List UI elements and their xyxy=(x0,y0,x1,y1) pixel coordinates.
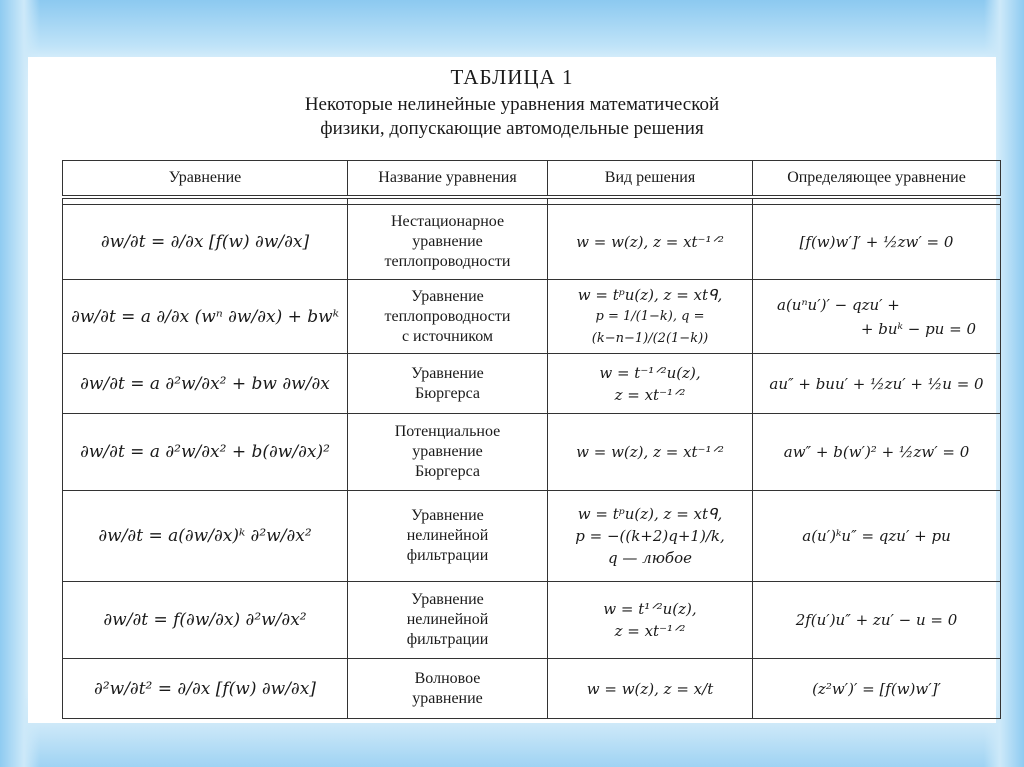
header-name: Название уравнения xyxy=(348,161,548,198)
name-cell xyxy=(348,280,548,354)
solution-line: w = w(z), z = xt⁻¹ᐟ² xyxy=(576,233,724,251)
table-row xyxy=(63,205,1001,280)
defining-line: aw″ + b(w′)² + ½zw′ = 0 xyxy=(783,443,970,461)
solution-line: w = tᵖu(z), z = xtᑫ, xyxy=(577,505,723,523)
solution-line: q — любое xyxy=(608,549,692,567)
defining-line: (z²w′)′ = [f(w)w′]′ xyxy=(812,679,941,698)
table-subtitle xyxy=(28,93,996,141)
table-row xyxy=(63,280,1001,354)
name-line: Потенциальное xyxy=(394,423,501,440)
name-line: уравнение xyxy=(412,233,483,250)
equations-table xyxy=(62,160,1001,719)
table-row xyxy=(63,659,1001,719)
equation-cell: ∂w/∂t = a ∂²w/∂x² + bw ∂w/∂x xyxy=(63,354,348,414)
slide xyxy=(28,57,996,723)
defining-line: au″ + buu′ + ½zu′ + ½u = 0 xyxy=(769,374,984,393)
equation-cell: ∂w/∂t = a ∂²w/∂x² + b(∂w/∂x)² xyxy=(63,414,348,491)
name-line: Бюргерса xyxy=(415,463,480,480)
equation-cell: ∂w/∂t = ∂/∂x [f(w) ∂w/∂x] xyxy=(63,205,348,280)
table-row xyxy=(63,354,1001,414)
table-subtitle-line2: физики, допускающие автомодельные решения xyxy=(320,118,704,139)
solution-line: w = tᵖu(z), z = xtᑫ, xyxy=(577,285,723,304)
name-line: теплопроводности xyxy=(384,307,511,325)
name-line: Уравнение xyxy=(411,507,484,524)
name-line: с источником xyxy=(401,327,494,345)
name-line: уравнение xyxy=(412,689,483,707)
header-solution: Вид решения xyxy=(548,161,753,198)
name-cell xyxy=(348,205,548,280)
defining-cell xyxy=(753,205,1001,280)
solution-line: w = w(z), z = xt⁻¹ᐟ² xyxy=(576,443,724,461)
name-line: теплопроводности xyxy=(384,253,511,270)
name-cell xyxy=(348,582,548,659)
solution-line: z = xt⁻¹ᐟ² xyxy=(614,622,686,640)
defining-cell xyxy=(753,414,1001,491)
defining-cell xyxy=(753,280,1001,354)
solution-cell xyxy=(548,354,753,414)
defining-line: 2f(u′)u″ + zu′ − u = 0 xyxy=(795,611,958,629)
name-line: Нестационарное xyxy=(390,213,505,230)
equation-cell: ∂²w/∂t² = ∂/∂x [f(w) ∂w/∂x] xyxy=(63,659,348,719)
header-defining: Определяющее уравнение xyxy=(753,161,1001,198)
solution-line: z = xt⁻¹ᐟ² xyxy=(614,385,686,404)
name-cell xyxy=(348,414,548,491)
solution-line: p = −((k+2)q+1)/k, xyxy=(575,527,725,545)
solution-cell xyxy=(548,280,753,354)
solution-cell xyxy=(548,582,753,659)
solution-cell xyxy=(548,659,753,719)
defining-line: + buᵏ − pu = 0 xyxy=(860,319,976,338)
name-cell xyxy=(348,354,548,414)
defining-cell xyxy=(753,582,1001,659)
solution-cell xyxy=(548,205,753,280)
solution-cell xyxy=(548,491,753,582)
name-line: фильтрации xyxy=(406,547,489,564)
name-line: фильтрации xyxy=(406,631,489,648)
defining-line: a(u′)ᵏu″ = qzu′ + pu xyxy=(802,527,951,545)
name-line: нелинейной xyxy=(406,611,489,628)
name-line: Бюргерса xyxy=(415,384,480,402)
defining-line: [f(w)w′]′ + ½zw′ = 0 xyxy=(799,233,954,251)
solution-line: p = 1/(1−k), q = (k−n−1)/(2(1−k)) xyxy=(591,308,709,346)
equation-cell: ∂w/∂t = a(∂w/∂x)ᵏ ∂²w/∂x² xyxy=(63,491,348,582)
name-line: уравнение xyxy=(412,443,483,460)
table-subtitle-line1: Некоторые нелинейные уравнения математической xyxy=(304,94,720,115)
defining-cell xyxy=(753,491,1001,582)
defining-cell xyxy=(753,659,1001,719)
solution-line: w = w(z), z = x/t xyxy=(586,679,714,698)
solution-line: w = t⁻¹ᐟ²u(z), xyxy=(599,363,701,382)
name-line: Волновое xyxy=(414,669,481,687)
table-row xyxy=(63,414,1001,491)
table-row xyxy=(63,491,1001,582)
equation-cell: ∂w/∂t = f(∂w/∂x) ∂²w/∂x² xyxy=(63,582,348,659)
equation-cell: ∂w/∂t = a ∂/∂x (wⁿ ∂w/∂x) + bwᵏ xyxy=(63,280,348,354)
header-row xyxy=(63,161,1001,198)
name-line: нелинейной xyxy=(406,527,489,544)
name-line: Уравнение xyxy=(411,287,484,305)
solution-cell xyxy=(548,414,753,491)
name-cell xyxy=(348,491,548,582)
name-line: Уравнение xyxy=(411,591,484,608)
header-equation: Уравнение xyxy=(63,161,348,198)
table-title: ТАБЛИЦА 1 xyxy=(450,65,574,89)
defining-line: a(uⁿu′)′ − qzu′ + xyxy=(777,295,900,314)
name-cell xyxy=(348,659,548,719)
table-row xyxy=(63,582,1001,659)
name-line: Уравнение xyxy=(411,364,484,382)
defining-cell xyxy=(753,354,1001,414)
solution-line: w = t¹ᐟ²u(z), xyxy=(603,600,697,618)
